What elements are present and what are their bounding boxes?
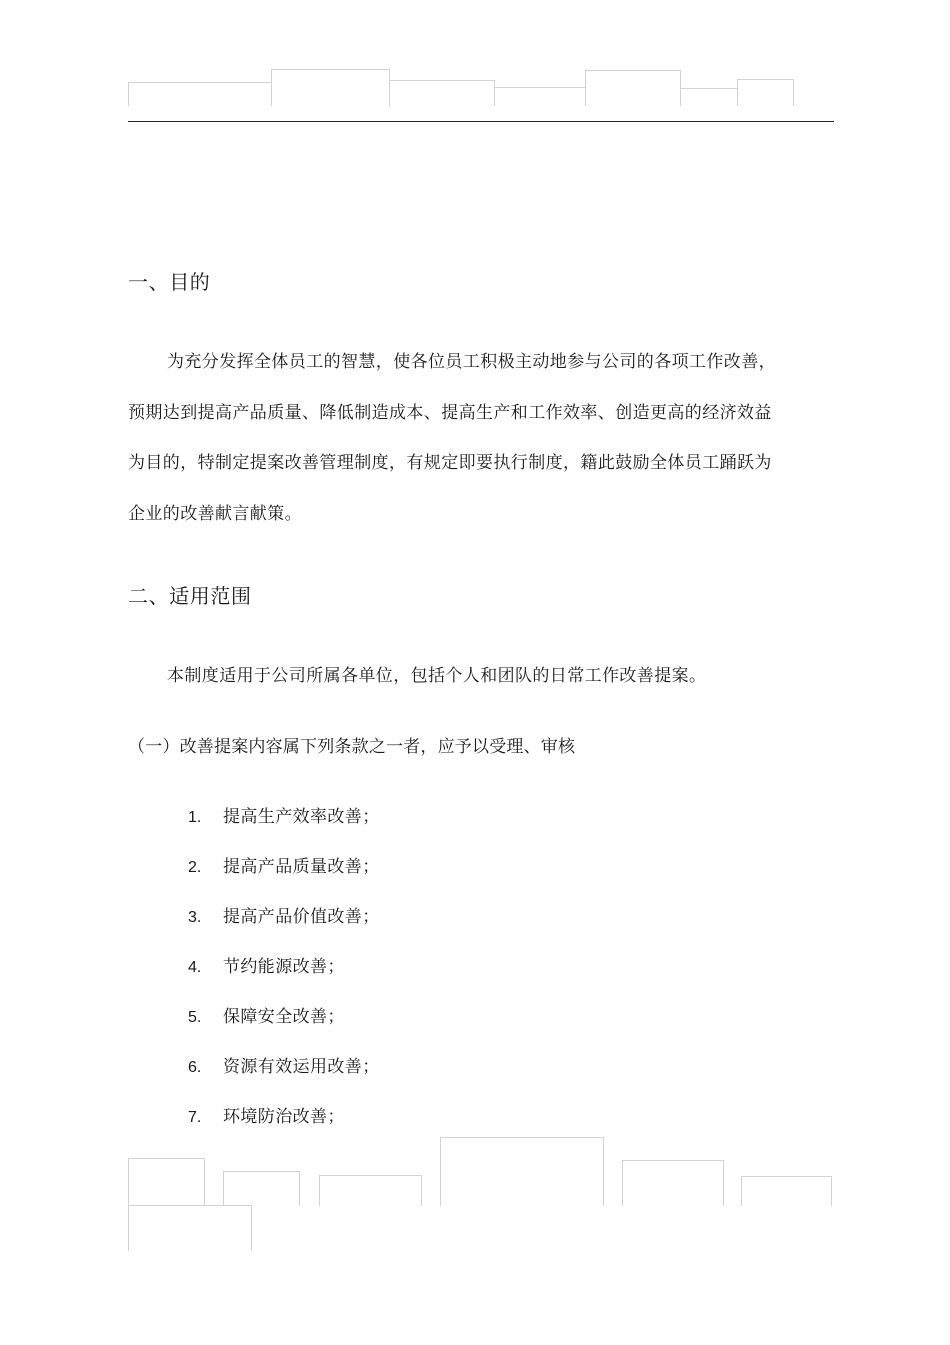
scope-paragraph: 本制度适用于公司所属各单位，包括个人和团队的日常工作改善提案。 (167, 666, 707, 686)
list-item-text: 提高产品价值改善； (223, 907, 380, 927)
header-decoration-box (128, 82, 272, 106)
header-decoration-box (271, 69, 390, 106)
footer-decoration-box (622, 1160, 724, 1206)
header-decoration-box (494, 87, 586, 106)
list-item-number: 5. (188, 1009, 202, 1026)
header-decoration-box (389, 80, 495, 106)
header-decoration-box (680, 88, 738, 106)
footer-decoration-box (741, 1176, 832, 1206)
list-item-number: 7. (188, 1109, 202, 1126)
header-rule (128, 121, 834, 122)
footer-decoration-box (128, 1205, 252, 1251)
list-item-text: 环境防治改善； (223, 1107, 345, 1127)
paragraph-line: 为充分发挥全体员工的智慧，使各位员工积极主动地参与公司的各项工作改善， (167, 352, 776, 372)
header-decoration-box (737, 79, 794, 106)
list-item-text: 提高产品质量改善； (223, 857, 380, 877)
list-item-text: 保障安全改善； (223, 1007, 345, 1027)
list-item-number: 2. (188, 859, 202, 876)
footer-decoration-box (319, 1175, 422, 1206)
section-heading-purpose: 一、目的 (128, 270, 211, 294)
list-item-number: 4. (188, 959, 202, 976)
footer-decoration-box (440, 1137, 604, 1206)
list-item-number: 6. (188, 1059, 202, 1076)
paragraph-line: 为目的，特制定提案改善管理制度，有规定即要执行制度，籍此鼓励全体员工踊跃为 (128, 453, 772, 473)
list-item-number: 1. (188, 809, 202, 826)
paragraph-line: 预期达到提高产品质量、降低制造成本、提高生产和工作效率、创造更高的经济效益 (128, 403, 772, 423)
footer-decoration-box (128, 1158, 205, 1206)
header-decoration-box (585, 70, 681, 106)
section-heading-scope: 二、适用范围 (128, 584, 252, 608)
footer-decoration-box (223, 1171, 300, 1206)
paragraph-line: 企业的改善献言献策。 (128, 504, 302, 524)
list-item-number: 3. (188, 909, 202, 926)
subsection-heading: （一）改善提案内容属下列条款之一者，应予以受理、审核 (128, 737, 576, 757)
list-item-text: 节约能源改善； (223, 957, 345, 977)
list-item-text: 提高生产效率改善； (223, 807, 380, 827)
list-item-text: 资源有效运用改善； (223, 1057, 380, 1077)
